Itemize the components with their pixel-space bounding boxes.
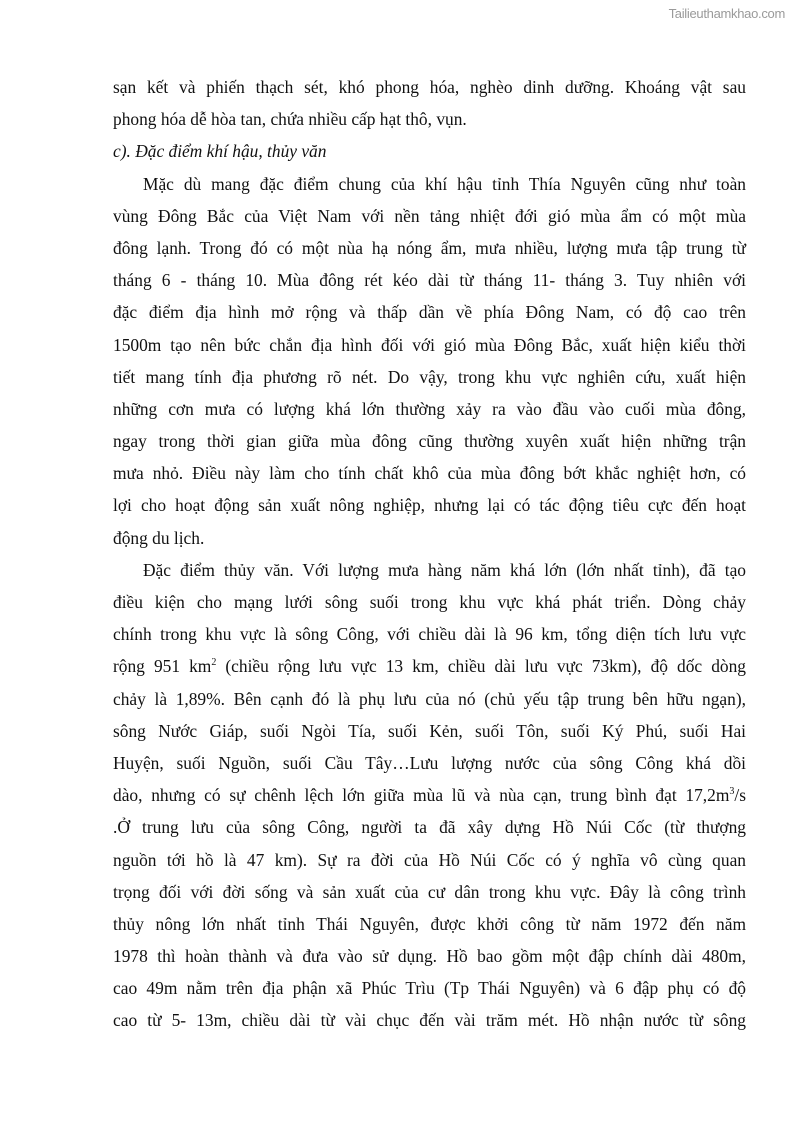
- text-span: cao 49m nằm trên địa phận xã Phúc Trìu (Tp Thái Nguyên) và 6 đập phụ có độ: [113, 978, 746, 999]
- text-line: [113, 747, 746, 779]
- text-line: [113, 972, 746, 1004]
- text-line: [113, 844, 746, 876]
- text-span: (chiều rộng lưu vực 13 km, chiều dài lưu vực 73km), độ dốc dòng: [216, 656, 746, 677]
- text-span: sông Nước Giáp, suối Ngòi Tía, suối Kẻn, suối Tôn, suối Ký Phú, suối Hai: [113, 720, 746, 741]
- text-line: [113, 457, 746, 489]
- text-span: rộng 951 km: [113, 656, 212, 677]
- text-line: [113, 650, 746, 682]
- text-line: [113, 940, 746, 972]
- text-span: .Ở trung lưu của sông Công, người ta đã xây dựng Hồ Núi Cốc (từ thượng: [113, 817, 746, 838]
- text-line: [113, 361, 746, 393]
- text-line: [113, 103, 746, 135]
- text-span: ngay trong thời gian giữa mùa đông cũng thường xuyên xuất hiện những trận: [113, 431, 746, 452]
- section-heading: [113, 135, 746, 167]
- text-span: phong hóa dễ hòa tan, chứa nhiều cấp hạt thô, vụn.: [113, 109, 467, 130]
- text-line: [113, 908, 746, 940]
- text-span: c). Đặc điểm khí hậu, thủy văn: [113, 141, 327, 162]
- text-line: [113, 779, 746, 811]
- text-span: động du lịch.: [113, 527, 205, 548]
- text-line: [113, 71, 746, 103]
- text-span: tháng 6 - tháng 10. Mùa đông rét kéo dài từ tháng 11- tháng 3. Tuy nhiên với: [113, 270, 746, 291]
- text-line: [113, 876, 746, 908]
- text-span: sạn kết và phiến thạch sét, khó phong hóa, nghèo dinh dưỡng. Khoáng vật sau: [113, 77, 746, 97]
- text-span: chảy là 1,89%. Bên cạnh đó là phụ lưu của nó (chủ yếu tập trung bên hữu ngạn),: [113, 688, 746, 709]
- text-span: dào, nhưng có sự chênh lệch lớn giữa mùa lũ và nùa cạn, trung bình đạt 17,2m: [113, 785, 730, 806]
- text-line: [113, 200, 746, 232]
- text-line: [113, 168, 746, 200]
- text-line: [113, 296, 746, 328]
- text-span: thủy nông lớn nhất tỉnh Thái Nguyên, được khởi công từ năm 1972 đến năm: [113, 913, 746, 934]
- text-span: điều kiện cho mạng lưới sông suối trong khu vực khá phát triển. Dòng chảy: [113, 592, 746, 612]
- text-line: [113, 586, 746, 618]
- text-span: 1978 thì hoàn thành và đưa vào sử dụng. Hồ bao gồm một đập chính dài 480m,: [113, 946, 746, 967]
- superscript: 3: [729, 786, 735, 798]
- text-span: đông lạnh. Trong đó có một nùa hạ nóng ẩm, mưa nhiều, lượng mưa tập trung từ: [113, 237, 746, 258]
- text-span: vùng Đông Bắc của Việt Nam với nền tảng nhiệt đới gió mùa ẩm có một mùa: [113, 205, 746, 226]
- text-line: [113, 618, 746, 650]
- text-line: [113, 715, 746, 747]
- text-span: cao từ 5- 13m, chiều dài từ vài chục đến vài trăm mét. Hồ nhận nước từ sông: [113, 1010, 746, 1031]
- text-span: chính trong khu vực là sông Công, với chiều dài là 96 km, tổng diện tích lưu vực: [113, 624, 746, 645]
- text-span: đặc điểm địa hình mở rộng và thấp dần về phía Đông Nam, có độ cao trên: [113, 302, 746, 323]
- text-span: 1500m tạo nên bức chắn địa hình đối với gió mùa Đông Bắc, xuất hiện kiểu thời: [113, 334, 746, 355]
- text-line: [113, 522, 746, 554]
- text-line: [113, 489, 746, 521]
- text-span: lợi cho hoạt động sản xuất nông nghiệp, nhưng lại có tác động tiêu cực đến hoạt: [113, 495, 746, 516]
- watermark: Tailieuthamkhao.com: [668, 6, 785, 21]
- text-line: [113, 232, 746, 264]
- text-span: nguồn tới hồ là 47 km). Sự ra đời của Hồ Núi Cốc có ý nghĩa vô cùng quan: [113, 849, 746, 870]
- text-line: [113, 1004, 746, 1036]
- text-line: [113, 425, 746, 457]
- text-span: Mặc dù mang đặc điểm chung của khí hậu tỉnh Thía Nguyên cũng như toàn: [143, 173, 746, 194]
- text-span: /s: [734, 785, 746, 806]
- text-line: [113, 264, 746, 296]
- text-span: mưa nhỏ. Điều này làm cho tính chất khô của mùa đông bớt khắc nghiệt hơn, có: [113, 463, 746, 484]
- text-line: [113, 393, 746, 425]
- text-line: [113, 811, 746, 843]
- text-span: những cơn mưa có lượng khá lớn thường xảy ra vào đầu vào cuối mùa đông,: [113, 398, 746, 419]
- document-body: [113, 71, 746, 1037]
- superscript: 2: [211, 657, 217, 669]
- text-line: [113, 554, 746, 586]
- text-span: Đặc điểm thủy văn. Với lượng mưa hàng năm khá lớn (lớn nhất tỉnh), đã tạo: [143, 559, 746, 580]
- text-span: tiết mang tính địa phương rõ nét. Do vậy, trong khu vực nghiên cứu, xuất hiện: [113, 366, 746, 387]
- text-line: [113, 683, 746, 715]
- text-span: trọng đối với đời sống và sản xuất của cư dân trong khu vực. Đây là công trình: [113, 881, 746, 902]
- text-span: Huyện, suối Nguồn, suối Cầu Tây…Lưu lượng nước của sông Công khá dồi: [113, 752, 746, 773]
- text-line: [113, 329, 746, 361]
